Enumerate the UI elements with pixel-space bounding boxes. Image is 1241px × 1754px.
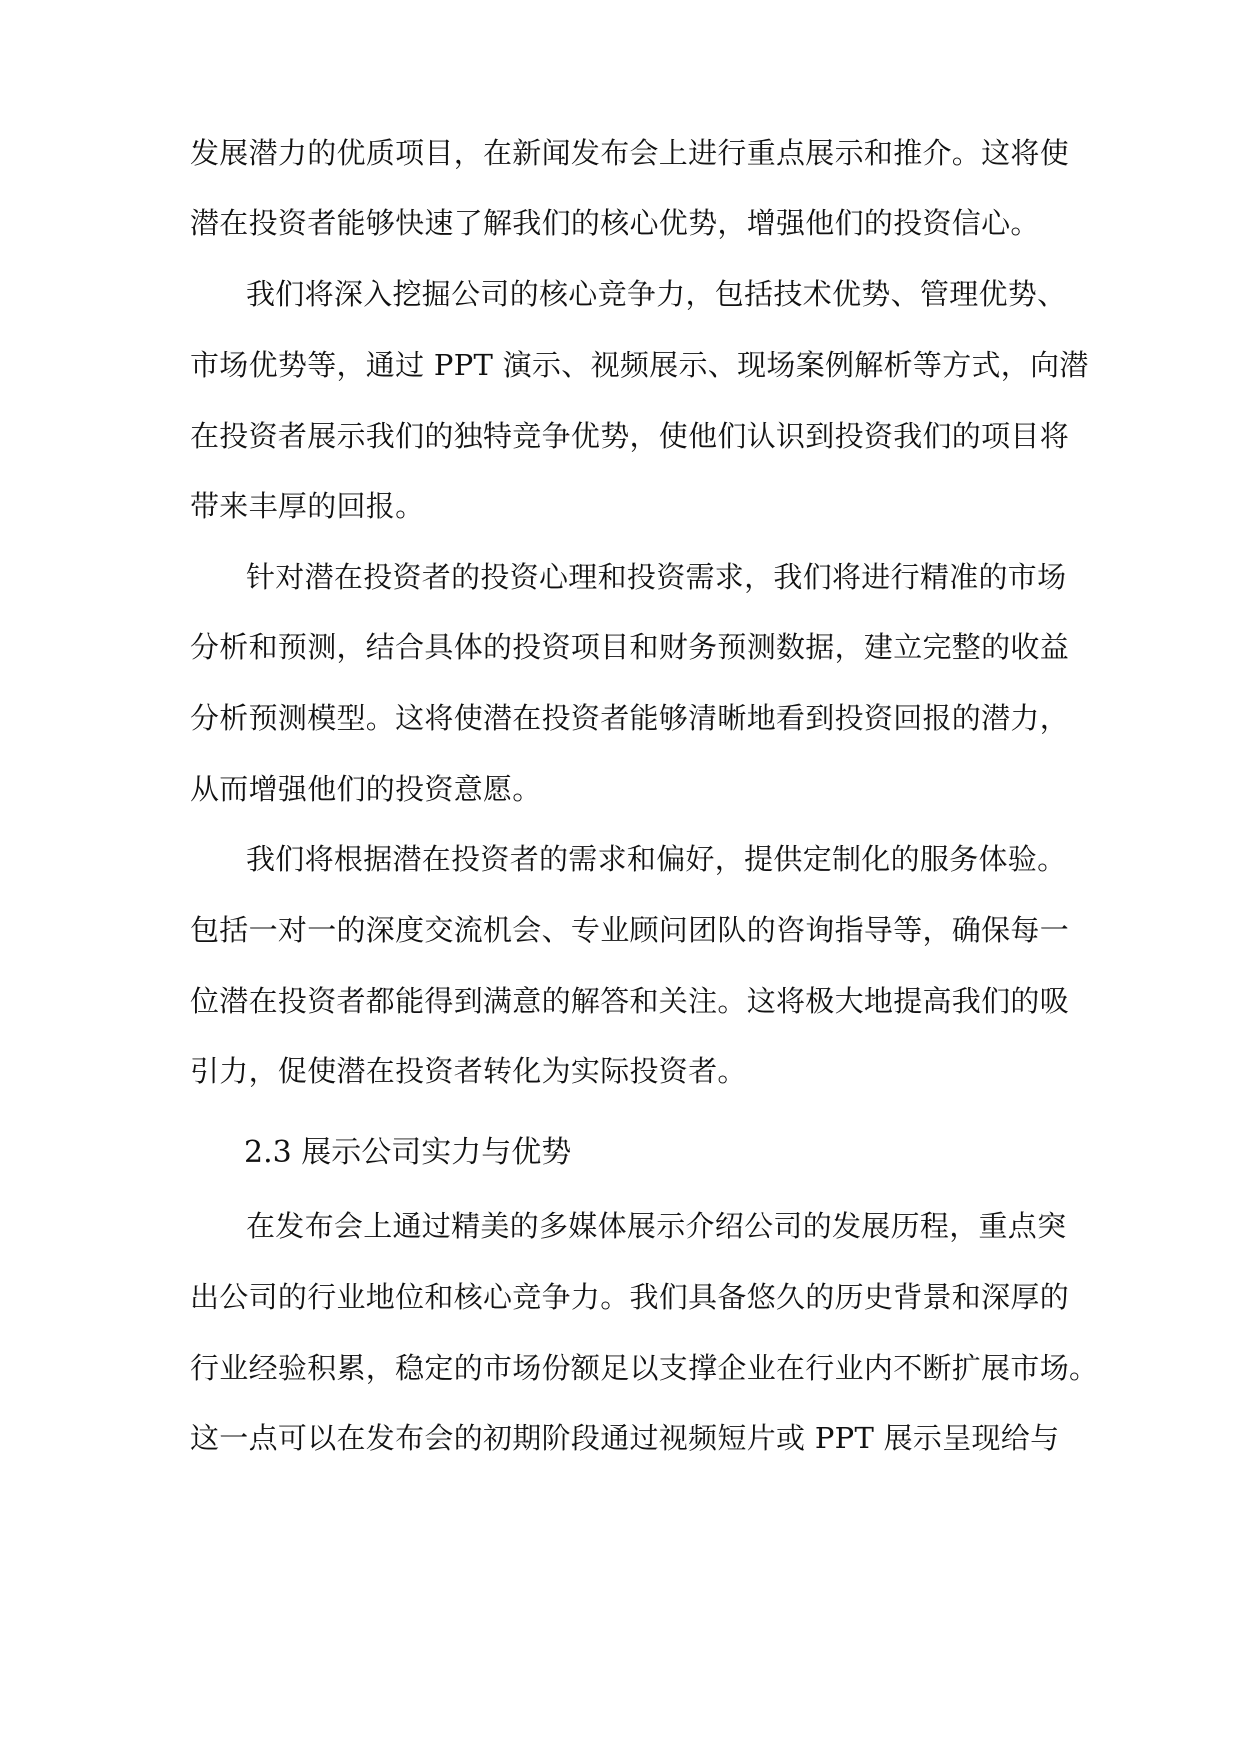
section-heading: 2.3 展示公司实力与优势 (244, 1135, 572, 1170)
text-line: 我们将深入挖掘公司的核心竞争力，包括技术优势、管理优势、 (246, 277, 1067, 311)
text-line: 这一点可以在发布会的初期阶段通过视频短片或 PPT 展示呈现给与 (190, 1421, 1060, 1455)
text-line: 带来丰厚的回报。 (190, 489, 425, 523)
text-line: 出公司的行业地位和核心竞争力。我们具备悠久的历史背景和深厚的 (190, 1280, 1070, 1314)
text-line: 我们将根据潜在投资者的需求和偏好，提供定制化的服务体验。 (246, 842, 1067, 876)
text-line: 包括一对一的深度交流机会、专业顾问团队的咨询指导等，确保每一 (190, 913, 1070, 947)
text-line: 分析预测模型。这将使潜在投资者能够清晰地看到投资回报的潜力， (190, 701, 1070, 735)
text-line: 潜在投资者能够快速了解我们的核心优势，增强他们的投资信心。 (190, 206, 1040, 240)
text-line: 发展潜力的优质项目，在新闻发布会上进行重点展示和推介。这将使 (190, 136, 1070, 170)
text-line: 位潜在投资者都能得到满意的解答和关注。这将极大地提高我们的吸 (190, 984, 1070, 1018)
text-line: 行业经验积累，稳定的市场份额足以支撑企业在行业内不断扩展市场。 (190, 1351, 1099, 1385)
text-line: 在投资者展示我们的独特竞争优势，使他们认识到投资我们的项目将 (190, 419, 1070, 453)
text-line: 分析和预测，结合具体的投资项目和财务预测数据，建立完整的收益 (190, 630, 1070, 664)
text-line: 在发布会上通过精美的多媒体展示介绍公司的发展历程，重点突 (246, 1209, 1067, 1243)
text-line: 从而增强他们的投资意愿。 (190, 772, 542, 806)
text-line: 引力，促使潜在投资者转化为实际投资者。 (190, 1054, 747, 1088)
text-line: 市场优势等，通过 PPT 演示、视频展示、现场案例解析等方式，向潜 (190, 348, 1089, 382)
text-line: 针对潜在投资者的投资心理和投资需求，我们将进行精准的市场 (246, 560, 1067, 594)
